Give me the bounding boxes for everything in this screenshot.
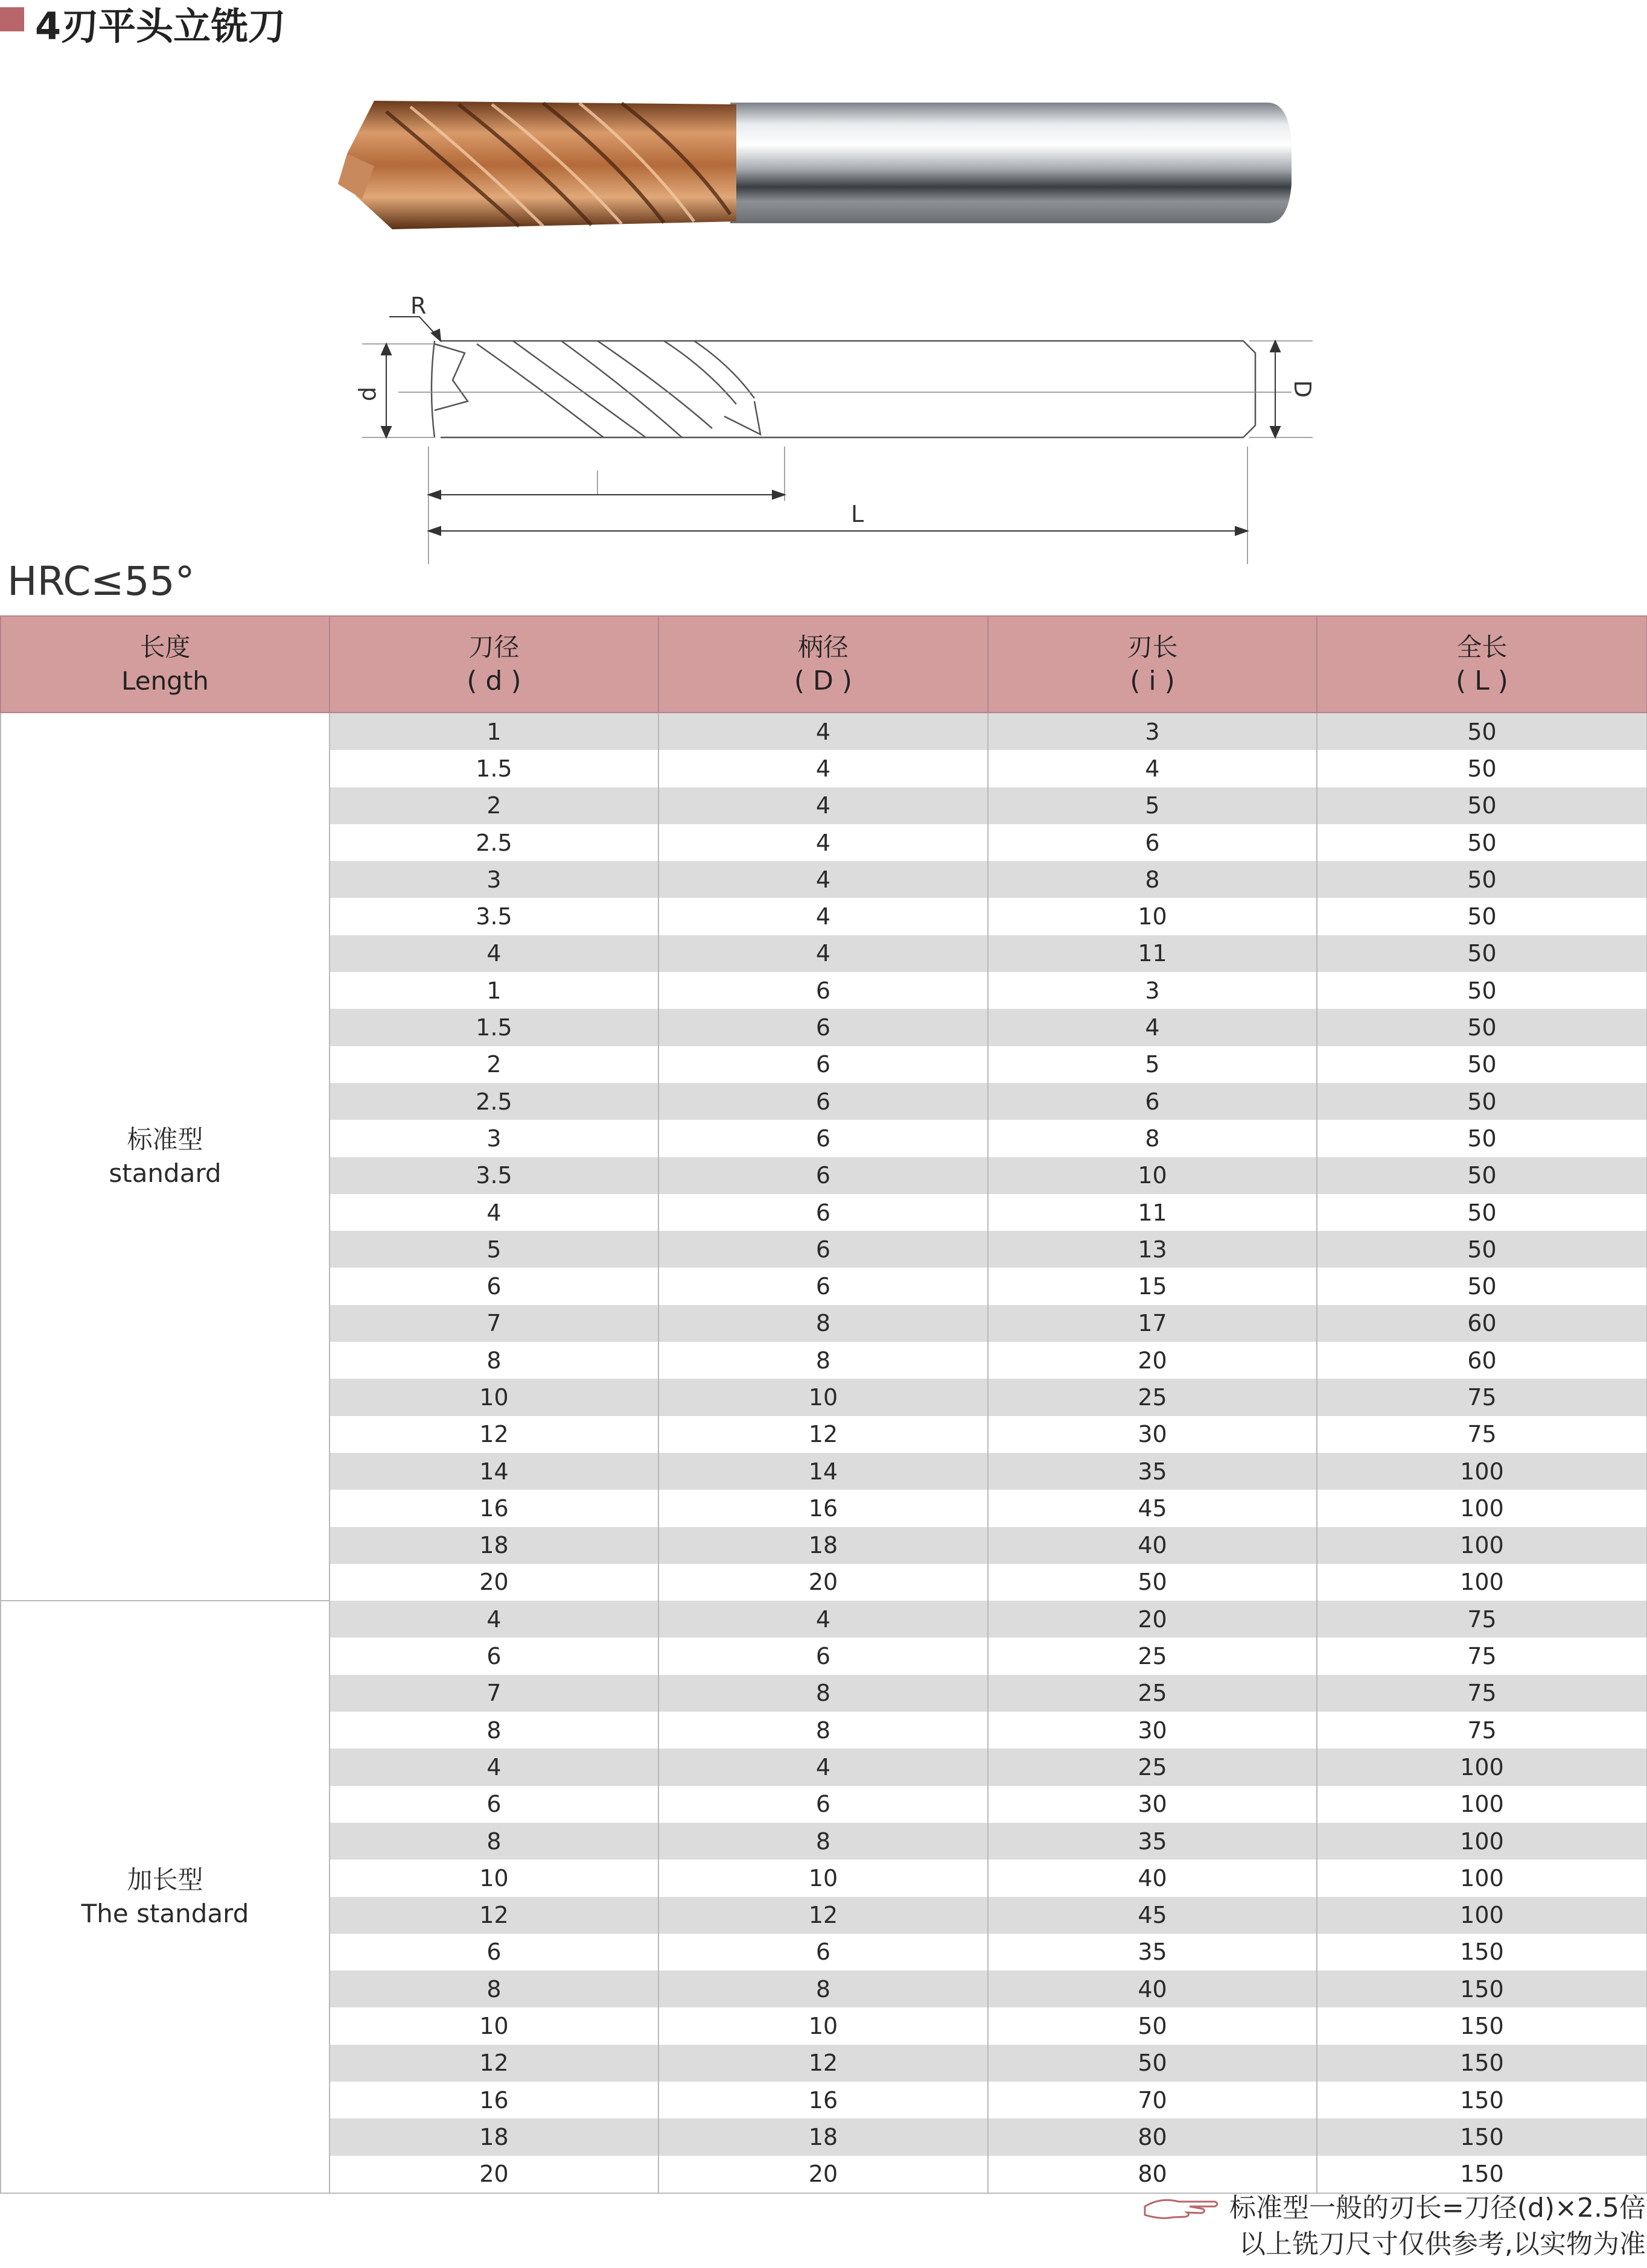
cell-shank-diameter: 8 [658, 1675, 988, 1712]
cell-overall-length: 75 [1317, 1637, 1647, 1674]
cell-overall-length: 100 [1317, 1823, 1647, 1860]
cell-overall-length: 75 [1317, 1416, 1647, 1453]
cell-cutting-diameter: 2.5 [330, 824, 658, 861]
cell-cutting-diameter: 3.5 [330, 898, 658, 935]
cell-cutting-diameter: 10 [330, 1379, 658, 1415]
cell-cutting-length: 30 [988, 1712, 1317, 1749]
header-cutting-length: 刃长 ( i ) [988, 616, 1317, 713]
cell-overall-length: 50 [1317, 1194, 1647, 1231]
cell-overall-length: 100 [1317, 1860, 1647, 1896]
cell-shank-diameter: 8 [658, 1305, 988, 1342]
cell-cutting-length: 11 [988, 1194, 1317, 1231]
cell-overall-length: 100 [1317, 1527, 1647, 1564]
cell-cutting-diameter: 10 [330, 1860, 658, 1896]
cell-cutting-length: 20 [988, 1342, 1317, 1379]
cell-overall-length: 50 [1317, 787, 1647, 824]
cell-shank-diameter: 8 [658, 1823, 988, 1860]
cell-overall-length: 150 [1317, 2156, 1647, 2193]
pointing-hand-icon [1142, 2193, 1221, 2223]
cell-cutting-length: 3 [988, 972, 1317, 1009]
cell-overall-length: 50 [1317, 861, 1647, 898]
shank-diameter-label: D [1289, 380, 1316, 398]
cell-overall-length: 50 [1317, 935, 1647, 972]
cell-shank-diameter: 20 [658, 2156, 988, 2193]
group-label-cn: 加长型 [127, 1865, 203, 1895]
cell-cutting-diameter: 4 [330, 935, 658, 972]
cell-cutting-length: 15 [988, 1268, 1317, 1304]
cell-shank-diameter: 4 [658, 1601, 988, 1637]
cell-shank-diameter: 6 [658, 1194, 988, 1231]
cell-cutting-length: 35 [988, 1934, 1317, 1971]
cell-cutting-length: 35 [988, 1453, 1317, 1490]
overall-length-label: L [851, 501, 864, 527]
cell-overall-length: 50 [1317, 1157, 1647, 1194]
group-label-en: The standard [81, 1899, 249, 1928]
header-cutting-diameter: 刀径 ( d ) [330, 616, 658, 713]
page-title: 4刃平头立铣刀 [35, 4, 286, 48]
cell-cutting-length: 25 [988, 1749, 1317, 1785]
cell-cutting-diameter: 7 [330, 1675, 658, 1712]
cell-cutting-diameter: 18 [330, 1527, 658, 1564]
cell-cutting-length: 13 [988, 1231, 1317, 1268]
cell-overall-length: 150 [1317, 2007, 1647, 2044]
cell-overall-length: 50 [1317, 824, 1647, 861]
cell-shank-diameter: 6 [658, 1637, 988, 1674]
cell-shank-diameter: 10 [658, 2007, 988, 2044]
cell-overall-length: 50 [1317, 1268, 1647, 1304]
cell-cutting-diameter: 12 [330, 1897, 658, 1934]
cell-overall-length: 100 [1317, 1749, 1647, 1785]
cell-cutting-length: 45 [988, 1897, 1317, 1934]
cell-cutting-diameter: 2 [330, 1046, 658, 1083]
cell-cutting-diameter: 4 [330, 1194, 658, 1231]
cell-cutting-diameter: 18 [330, 2118, 658, 2155]
cell-cutting-diameter: 2.5 [330, 1083, 658, 1120]
cell-cutting-diameter: 10 [330, 2007, 658, 2044]
cell-cutting-diameter: 6 [330, 1268, 658, 1304]
cell-overall-length: 60 [1317, 1342, 1647, 1379]
cell-cutting-diameter: 3 [330, 861, 658, 898]
group-label [1, 713, 330, 1601]
cell-overall-length: 50 [1317, 750, 1647, 787]
cell-cutting-length: 4 [988, 1009, 1317, 1046]
cell-shank-diameter: 6 [658, 972, 988, 1009]
title-marker [0, 7, 24, 31]
cell-shank-diameter: 4 [658, 935, 988, 972]
cell-cutting-diameter: 1.5 [330, 750, 658, 787]
footnote [1142, 2190, 1646, 2263]
spec-table [0, 615, 1647, 2194]
cell-cutting-diameter: 1 [330, 972, 658, 1009]
cell-cutting-length: 11 [988, 935, 1317, 972]
cell-shank-diameter: 16 [658, 1490, 988, 1526]
cell-overall-length: 60 [1317, 1305, 1647, 1342]
cell-cutting-diameter: 12 [330, 1416, 658, 1453]
cell-cutting-length: 25 [988, 1675, 1317, 1712]
cell-cutting-length: 30 [988, 1416, 1317, 1453]
cell-overall-length: 75 [1317, 1601, 1647, 1637]
cell-cutting-diameter: 4 [330, 1749, 658, 1785]
cell-cutting-length: 35 [988, 1823, 1317, 1860]
end-mill-dimension-drawing [338, 290, 1334, 573]
cell-shank-diameter: 6 [658, 1157, 988, 1194]
cell-cutting-diameter: 2 [330, 787, 658, 824]
cell-cutting-diameter: 3 [330, 1120, 658, 1157]
end-mill-photo [338, 94, 1304, 238]
cell-overall-length: 50 [1317, 1083, 1647, 1120]
cell-shank-diameter: 12 [658, 1416, 988, 1453]
table-header-row [1, 616, 1647, 713]
cell-shank-diameter: 4 [658, 713, 988, 750]
cell-cutting-length: 40 [988, 1527, 1317, 1564]
cell-shank-diameter: 6 [658, 1083, 988, 1120]
cell-cutting-length: 40 [988, 1971, 1317, 2007]
cell-overall-length: 150 [1317, 1934, 1647, 1971]
cell-cutting-diameter: 8 [330, 1823, 658, 1860]
cell-shank-diameter: 6 [658, 1120, 988, 1157]
cell-shank-diameter: 6 [658, 1046, 988, 1083]
cell-cutting-length: 45 [988, 1490, 1317, 1526]
cell-overall-length: 100 [1317, 1897, 1647, 1934]
cell-cutting-diameter: 6 [330, 1934, 658, 1971]
cell-cutting-length: 3 [988, 713, 1317, 750]
cell-cutting-diameter: 1 [330, 713, 658, 750]
cell-cutting-diameter: 7 [330, 1305, 658, 1342]
cell-cutting-length: 30 [988, 1786, 1317, 1823]
footnote-line-1: 标准型一般的刃长=刀径(d)×2.5倍 [1229, 2193, 1646, 2223]
cell-overall-length: 50 [1317, 898, 1647, 935]
cell-cutting-diameter: 6 [330, 1637, 658, 1674]
cell-cutting-length: 6 [988, 1083, 1317, 1120]
cell-cutting-length: 25 [988, 1379, 1317, 1415]
cell-cutting-length: 80 [988, 2156, 1317, 2193]
header-overall-length: 全长 ( L ) [1317, 616, 1647, 713]
cell-shank-diameter: 18 [658, 1527, 988, 1564]
cell-cutting-diameter: 20 [330, 1564, 658, 1601]
cell-shank-diameter: 6 [658, 1009, 988, 1046]
cell-overall-length: 150 [1317, 1971, 1647, 2007]
hardness-rating: HRC≤55° [7, 558, 195, 605]
cell-cutting-length: 6 [988, 824, 1317, 861]
cell-cutting-length: 8 [988, 1120, 1317, 1157]
cell-cutting-diameter: 6 [330, 1786, 658, 1823]
cell-cutting-length: 25 [988, 1637, 1317, 1674]
cell-cutting-length: 50 [988, 1564, 1317, 1601]
cell-cutting-length: 80 [988, 2118, 1317, 2155]
cell-shank-diameter: 8 [658, 1342, 988, 1379]
cell-cutting-length: 8 [988, 861, 1317, 898]
cell-cutting-diameter: 5 [330, 1231, 658, 1268]
cell-cutting-diameter: 20 [330, 2156, 658, 2193]
cell-overall-length: 50 [1317, 1009, 1647, 1046]
cell-shank-diameter: 14 [658, 1453, 988, 1490]
cell-shank-diameter: 12 [658, 2045, 988, 2082]
cell-shank-diameter: 6 [658, 1786, 988, 1823]
header-length: 长度 Length [1, 616, 330, 713]
cell-cutting-diameter: 8 [330, 1712, 658, 1749]
cell-overall-length: 50 [1317, 1231, 1647, 1268]
group-label-cn: 标准型 [127, 1125, 203, 1155]
cell-cutting-length: 5 [988, 787, 1317, 824]
cell-shank-diameter: 16 [658, 2082, 988, 2118]
cell-shank-diameter: 18 [658, 2118, 988, 2155]
cell-cutting-diameter: 4 [330, 1601, 658, 1637]
cell-overall-length: 150 [1317, 2082, 1647, 2118]
cell-shank-diameter: 4 [658, 1749, 988, 1785]
cutting-diameter-label: d [354, 386, 381, 401]
cell-shank-diameter: 4 [658, 824, 988, 861]
header-shank-diameter: 柄径 ( D ) [658, 616, 988, 713]
cell-overall-length: 100 [1317, 1490, 1647, 1526]
cell-cutting-length: 20 [988, 1601, 1317, 1637]
cell-overall-length: 75 [1317, 1712, 1647, 1749]
cell-overall-length: 100 [1317, 1453, 1647, 1490]
cell-shank-diameter: 4 [658, 861, 988, 898]
group-label-en: standard [109, 1158, 221, 1189]
cell-cutting-diameter: 8 [330, 1342, 658, 1379]
cell-cutting-diameter: 16 [330, 1490, 658, 1526]
cell-cutting-length: 50 [988, 2007, 1317, 2044]
cell-cutting-diameter: 14 [330, 1453, 658, 1490]
cell-overall-length: 50 [1317, 972, 1647, 1009]
cell-cutting-length: 50 [988, 2045, 1317, 2082]
cell-overall-length: 75 [1317, 1675, 1647, 1712]
cell-overall-length: 150 [1317, 2118, 1647, 2155]
cell-cutting-length: 17 [988, 1305, 1317, 1342]
cell-shank-diameter: 10 [658, 1379, 988, 1415]
cell-shank-diameter: 4 [658, 898, 988, 935]
cell-cutting-diameter: 12 [330, 2045, 658, 2082]
cell-shank-diameter: 4 [658, 750, 988, 787]
cell-shank-diameter: 12 [658, 1897, 988, 1934]
radius-label: R [410, 293, 427, 319]
cell-cutting-diameter: 8 [330, 1971, 658, 2007]
cell-overall-length: 50 [1317, 713, 1647, 750]
table-row [1, 1601, 1647, 1637]
table-row [1, 713, 1647, 750]
cell-shank-diameter: 10 [658, 1860, 988, 1896]
cell-overall-length: 150 [1317, 2045, 1647, 2082]
footnote-line-2: 以上铣刀尺寸仅供参考,以实物为准 [1239, 2229, 1646, 2260]
cell-overall-length: 50 [1317, 1046, 1647, 1083]
cell-shank-diameter: 8 [658, 1712, 988, 1749]
cell-cutting-length: 10 [988, 898, 1317, 935]
cell-cutting-length: 70 [988, 2082, 1317, 2118]
cell-cutting-length: 4 [988, 750, 1317, 787]
cell-shank-diameter: 4 [658, 787, 988, 824]
cell-cutting-diameter: 16 [330, 2082, 658, 2118]
cell-cutting-diameter: 1.5 [330, 1009, 658, 1046]
cell-cutting-length: 5 [988, 1046, 1317, 1083]
cell-shank-diameter: 6 [658, 1268, 988, 1304]
cell-cutting-length: 10 [988, 1157, 1317, 1194]
cell-cutting-diameter: 3.5 [330, 1157, 658, 1194]
cell-overall-length: 50 [1317, 1120, 1647, 1157]
cell-shank-diameter: 6 [658, 1231, 988, 1268]
cell-shank-diameter: 20 [658, 1564, 988, 1601]
cell-shank-diameter: 8 [658, 1971, 988, 2007]
cell-cutting-length: 40 [988, 1860, 1317, 1896]
cell-overall-length: 75 [1317, 1379, 1647, 1415]
cell-shank-diameter: 6 [658, 1934, 988, 1971]
group-label [1, 1601, 330, 2193]
cell-overall-length: 100 [1317, 1564, 1647, 1601]
cell-overall-length: 100 [1317, 1786, 1647, 1823]
